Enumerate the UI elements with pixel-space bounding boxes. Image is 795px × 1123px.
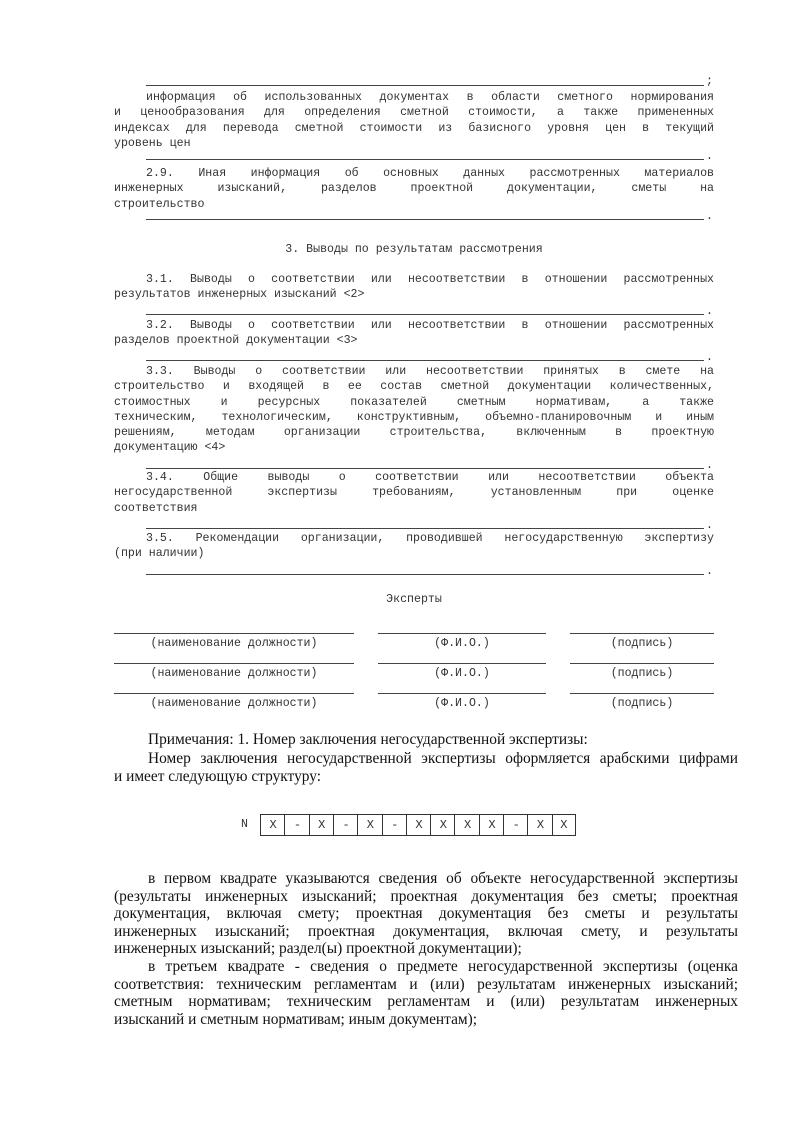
- text-line: 2.9. Иная информация об основных данных рассмотренных материалов: [146, 167, 714, 180]
- text-line: 3.2. Выводы о соответствии или несоответствии в отношении рассмотренных: [146, 319, 714, 332]
- text-line: (результаты инженерных изысканий; проектная документация без сметы; проектная: [114, 887, 738, 905]
- number-structure: [238, 814, 578, 844]
- third-square-paragraph: [114, 958, 738, 1028]
- text-line: строительство: [114, 197, 205, 211]
- number-digit-cell: X: [479, 814, 504, 836]
- section-3-5: [114, 531, 714, 562]
- text-line: и ценообразования для определения сметной стоимости, а также примененных: [114, 106, 714, 120]
- text-line: индексах для перевода сметной стоимости из базисного уровня цен в текущий: [114, 121, 714, 135]
- text-line: уровень цен: [114, 136, 191, 150]
- number-digit-cell: X: [406, 814, 431, 836]
- experts-heading: Эксперты: [386, 593, 442, 606]
- line-end-period: .: [706, 351, 713, 364]
- signature-line: [570, 633, 714, 634]
- text-line: 3.3. Выводы о соответствии или несоответствии принятых в смете на: [146, 365, 714, 378]
- section-3-3: [114, 364, 714, 456]
- text-line: соответствия: техническим регламентам и (или) результатам инженерных изысканий;: [114, 975, 738, 993]
- position-line: [114, 633, 354, 634]
- text-line: документация, включая смету; проектная документация без сметы и результаты: [114, 905, 738, 923]
- text-line: 3.1. Выводы о соответствии или несоответствии в отношении рассмотренных: [146, 273, 714, 286]
- fill-line: [146, 574, 704, 575]
- fill-line: [146, 528, 704, 529]
- fill-line: [146, 85, 704, 86]
- number-digit-cell: X: [454, 814, 479, 836]
- section-3-1: [114, 272, 714, 303]
- text-line: стоимостных и ресурсных показателей сметным нормативам, а также: [114, 395, 714, 409]
- fill-line: [146, 314, 704, 315]
- line-end-period: .: [706, 150, 713, 163]
- position-line: [114, 663, 354, 664]
- number-digit-cell: X: [309, 814, 334, 836]
- number-digit-cell: X: [260, 814, 285, 836]
- name-caption: (Ф.И.О.): [434, 667, 490, 680]
- text-line: соответствия: [114, 501, 198, 515]
- fill-line: [146, 360, 704, 361]
- text-line: инженерных изысканий; проектная документация, включая смету, и результаты: [114, 922, 738, 940]
- line-end-semicolon: ;: [706, 75, 713, 88]
- notes-title: Примечания: 1. Номер заключения негосударственной экспертизы:: [148, 731, 588, 748]
- number-separator-cell: -: [503, 814, 528, 836]
- line-end-period: .: [706, 565, 713, 578]
- text-line: и имеет следующую структуру:: [114, 767, 322, 785]
- fill-line: [146, 159, 704, 160]
- text-line: инженерных изысканий, разделов проектной документации, сметы на: [114, 182, 714, 196]
- section-3-2: [114, 318, 714, 349]
- text-line: в третьем квадрате - сведения о предмете негосударственной экспертизы (оценка: [148, 958, 738, 975]
- text-line: решениям, методам организации строительства, включенным в проектную: [114, 426, 714, 440]
- number-separator-cell: -: [382, 814, 407, 836]
- text-line: 3.4. Общие выводы о соответствии или несоответствии объекта: [146, 471, 714, 484]
- notes-paragraph: [114, 750, 738, 785]
- fill-line: [146, 219, 704, 220]
- number-digit-cell: X: [357, 814, 382, 836]
- section-2-9: [114, 166, 714, 212]
- number-digit-cell: X: [527, 814, 552, 836]
- name-line: [378, 663, 546, 664]
- signature-caption: (подпись): [610, 637, 674, 650]
- number-separator-cell: -: [284, 814, 309, 836]
- text-line: документацию <4>: [114, 441, 226, 455]
- name-line: [378, 633, 546, 634]
- number-digit-cell: X: [430, 814, 455, 836]
- text-line: негосударственной экспертизы требованиям, установленным при оценке: [114, 486, 714, 500]
- line-end-period: .: [706, 519, 713, 532]
- section-heading: 3. Выводы по результатам рассмотрения: [285, 243, 543, 256]
- line-end-period: .: [706, 305, 713, 318]
- text-line: (при наличии): [114, 547, 205, 561]
- first-square-paragraph: [114, 870, 738, 958]
- position-caption: (наименование должности): [150, 697, 318, 710]
- number-separator-cell: -: [333, 814, 358, 836]
- name-caption: (Ф.И.О.): [434, 637, 490, 650]
- number-digit-cell: X: [552, 814, 576, 836]
- fill-line: [146, 468, 704, 469]
- section-3-4: [114, 470, 714, 516]
- position-caption: (наименование должности): [150, 637, 318, 650]
- signature-caption: (подпись): [610, 697, 674, 710]
- signature-line: [570, 663, 714, 664]
- signature-caption: (подпись): [610, 667, 674, 680]
- position-line: [114, 693, 354, 694]
- line-end-period: .: [706, 459, 713, 472]
- text-line: результатов инженерных изысканий <2>: [114, 288, 365, 302]
- text-line: строительство и входящей в ее состав сметной документации количественных,: [114, 380, 714, 394]
- text-line: в первом квадрате указываются сведения об объекте негосударственной экспертизы: [148, 870, 738, 887]
- text-line: 3.5. Рекомендации организации, проводившей негосударственную экспертизу: [146, 532, 714, 545]
- text-line: Номер заключения негосударственной экспертизы оформляется арабскими цифрами: [148, 750, 738, 767]
- number-prefix: N: [241, 818, 248, 831]
- position-caption: (наименование должности): [150, 667, 318, 680]
- text-line: изысканий и сметным нормативам; иным документам);: [114, 1010, 478, 1028]
- text-line: разделов проектной документации <3>: [114, 334, 358, 348]
- text-line: информация об использованных документах в области сметного нормирования: [146, 91, 714, 104]
- number-cells: [260, 814, 576, 836]
- name-line: [378, 693, 546, 694]
- line-end-period: .: [706, 210, 713, 223]
- text-line: техническим, технологическим, конструктивным, объемно-планировочным и иным: [114, 410, 714, 424]
- used-documents-paragraph: [114, 90, 714, 151]
- cells-underline: [260, 836, 576, 842]
- text-line: инженерных изысканий; раздел(ы) проектной документации);: [114, 940, 522, 958]
- text-line: сметным нормативам; техническим регламентам и (или) результатам инженерных: [114, 993, 738, 1011]
- name-caption: (Ф.И.О.): [434, 697, 490, 710]
- signature-line: [570, 693, 714, 694]
